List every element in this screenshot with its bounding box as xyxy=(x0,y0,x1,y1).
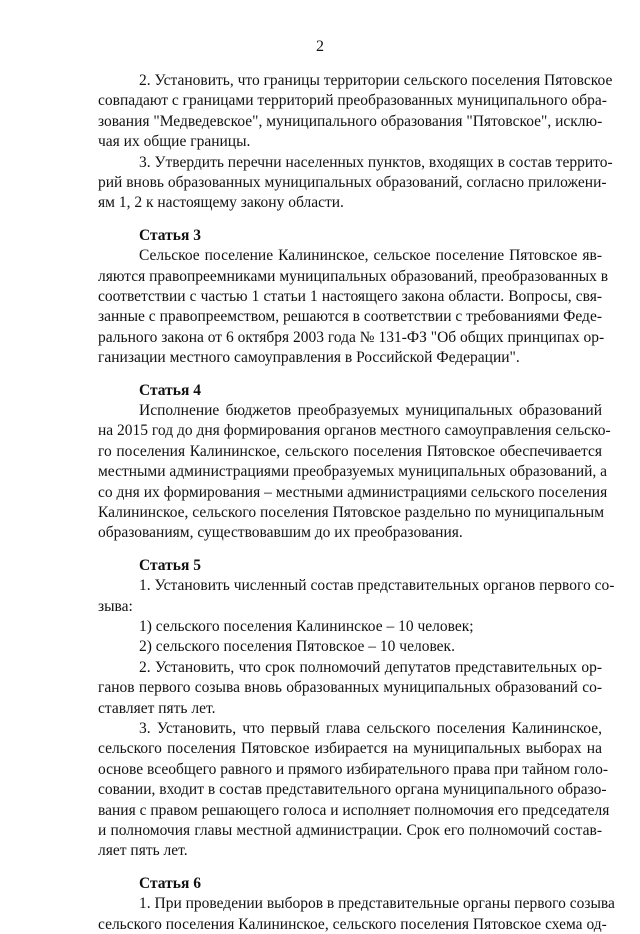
text-line: рий вновь образованных муниципальных образований, согласно приложени- xyxy=(98,174,607,191)
text-line: го поселения Калининское, сельского поселения Пятовское обеспечивается xyxy=(98,443,602,460)
text-line: сельского поселения Калининское, сельского поселения Пятовское схема од- xyxy=(98,916,607,933)
text-line: соответствии с частью 1 статьи 1 настоящего закона области. Вопросы, свя- xyxy=(98,288,602,305)
text-line: Калининское, сельского поселения Пятовское раздельно по муниципальным xyxy=(98,504,605,521)
text-line: ганов первого созыва вновь образованных муниципальных образований со- xyxy=(98,679,602,696)
text-line: ляет пять лет. xyxy=(98,842,188,859)
text-line: ставляет пять лет. xyxy=(98,700,216,717)
text-line: 3. Утвердить перечни населенных пунктов, входящих в состав террито- xyxy=(139,154,613,171)
text-line: Сельское поселение Калининское, сельское поселение Пятовское яв- xyxy=(139,247,602,264)
text-line: зования "Медведевское", муниципального образования "Пятовское", исклю- xyxy=(98,113,603,130)
text-line: образованиям, существовавшим до их преобразования. xyxy=(98,524,463,541)
text-line: Исполнение бюджетов преобразуемых муниципальных образований xyxy=(139,402,602,419)
text-line: 2) сельского поселения Пятовское – 10 человек. xyxy=(139,638,455,655)
text-line: занные с правопреемством, решаются в соответствии с требованиями Феде- xyxy=(98,308,602,325)
text-line: чая их общие границы. xyxy=(98,133,251,150)
text-line: и полномочия главы местной администрации. Срок его полномочий состав- xyxy=(98,822,602,839)
text-line: 2. Установить, что границы территории сельского поселения Пятовское xyxy=(139,72,613,89)
text-line: 1) сельского поселения Калининское – 10 человек; xyxy=(139,618,474,635)
page-number: 2 xyxy=(316,38,324,55)
article-heading: Статья 5 xyxy=(139,557,201,574)
text-line: рального закона от 6 октября 2003 года № 131-ФЗ "Об общих принципах ор- xyxy=(98,329,605,346)
text-line: 2. Установить, что срок полномочий депутатов представительных ор- xyxy=(139,659,602,676)
text-line: со дня их формирования – местными администрациями сельского поселения xyxy=(98,484,608,501)
text-line: совании, входит в состав представительного органа муниципального образо- xyxy=(98,781,607,798)
text-line: зыва: xyxy=(98,598,133,615)
text-line: ляются правопреемниками муниципальных образований, преобразованных в xyxy=(98,268,609,285)
text-line: 3. Установить, что первый глава сельского поселения Калининское, xyxy=(139,720,602,737)
text-line: ям 1, 2 к настоящему закону области. xyxy=(98,194,344,211)
text-line: основе всеобщего равного и прямого избирательного права при тайном голо- xyxy=(98,761,609,778)
text-line: совпадают с границами территорий преобразованных муниципального обра- xyxy=(98,92,607,109)
article-heading: Статья 4 xyxy=(139,382,201,399)
text-line: вания с правом решающего голоса и исполняет полномочия его председателя xyxy=(98,802,610,819)
text-line: сельского поселения Пятовское избирается на муниципальных выборах на xyxy=(98,740,602,757)
text-line: на 2015 год до дня формирования органов местного самоуправления сельско- xyxy=(98,422,611,439)
text-line: ганизации местного самоуправления в Российской Федерации". xyxy=(98,349,520,366)
text-line: 1. Установить численный состав представительных органов первого со- xyxy=(139,577,615,594)
text-line: 1. При проведении выборов в представительные органы первого созыва xyxy=(139,895,615,912)
article-heading: Статья 3 xyxy=(139,227,201,244)
text-line: местными администрациями преобразуемых муниципальных образований, а xyxy=(98,463,608,480)
article-heading: Статья 6 xyxy=(139,875,201,892)
